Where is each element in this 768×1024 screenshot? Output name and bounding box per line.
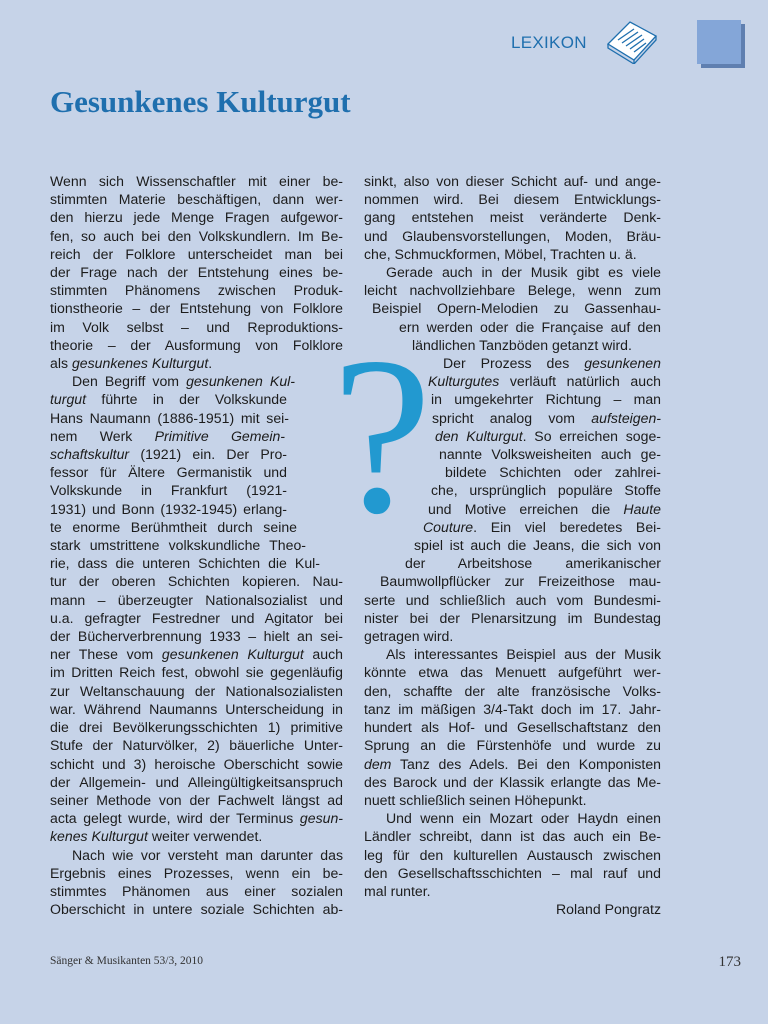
footer-publication: Sänger & Musikanten 53/3, 2010 bbox=[50, 955, 203, 967]
text-line: ländlichen Tanzböden getanzt wird. bbox=[412, 336, 632, 353]
text-line: nannte Volksweisheiten auch ge- bbox=[439, 446, 661, 463]
right-column bbox=[364, 172, 661, 918]
text-line: leicht nachvollziehbare Belege, wenn zum bbox=[364, 282, 661, 299]
text-line: 1931) und Bonn (1932-1945) erlang- bbox=[50, 500, 287, 517]
text-line: spricht analog vom aufsteigen- bbox=[432, 409, 661, 426]
text-line: nuett schließlich seinen Höhepunkt. bbox=[364, 791, 587, 808]
text-line: den Kulturgut. So erreichen soge- bbox=[435, 427, 661, 444]
corner-square bbox=[697, 20, 741, 64]
text-line: der Allgemein- und Alleingültigkeitsanspruch bbox=[50, 773, 343, 790]
text-line: ern werden oder die Française auf den bbox=[399, 318, 661, 335]
text-line: kenes Kulturgut weiter verwendet. bbox=[50, 828, 263, 845]
text-line: dem Tanz des Adels. Bei den Komponisten bbox=[364, 755, 661, 772]
text-line: der Frage nach der Entstehung eines be- bbox=[50, 264, 343, 281]
text-line: getragen wird. bbox=[364, 628, 454, 645]
text-line: den Gesellschaftsschichten – mal rauf und bbox=[364, 864, 661, 881]
text-line: Stufe der Naturvölker, 2) bäuerliche Unter- bbox=[50, 737, 343, 754]
text-line: spiel ist auch die Jeans, die sich von bbox=[414, 537, 661, 554]
text-line: seiner Methode von der Fachwelt längst ad bbox=[50, 791, 343, 808]
text-line: des Barock und der Klassik erlangte das Me- bbox=[364, 773, 661, 790]
text-line: nister bei der Plenarsitzung im Bundestag bbox=[364, 609, 661, 626]
text-line: gang entstehen meist veränderte Denk- bbox=[364, 209, 661, 226]
text-line: te enorme Berühmtheit durch seine bbox=[50, 518, 297, 535]
book-icon bbox=[604, 18, 660, 64]
text-line: mal runter. bbox=[364, 882, 431, 899]
text-line: stark umstrittene volkskundliche Theo- bbox=[50, 537, 306, 554]
text-line: fessor für Ältere Germanistik und bbox=[50, 464, 287, 481]
text-line: tanz im mäßigen 3/4-Takt doch im 17. Jahr- bbox=[364, 700, 661, 717]
author-name: Roland Pongratz bbox=[556, 901, 661, 918]
text-line: und Glaubensvorstellungen, Moden, Bräu- bbox=[364, 227, 661, 244]
text-line: Ländler schreibt, dann ist das auch ein Be- bbox=[364, 828, 661, 845]
text-line: che, Schmuckformen, Möbel, Trachten u. ä. bbox=[364, 245, 637, 262]
article-title: Gesunkenes Kulturgut bbox=[50, 84, 351, 119]
text-line: Als interessantes Beispiel aus der Musik bbox=[386, 646, 661, 663]
text-line: sinkt, also von dieser Schicht auf- und ange- bbox=[364, 173, 661, 189]
text-line: tur der oberen Schichten kopieren. Nau- bbox=[50, 573, 343, 590]
text-line: Couture. Ein viel beredetes Bei- bbox=[423, 518, 661, 535]
text-line: stimmten Phänomens zwischen Produk- bbox=[50, 282, 343, 299]
text-line: acta gelegt wurde, wird der Terminus gesun- bbox=[50, 810, 343, 827]
text-line: Hans Naumann (1886-1951) mit sei- bbox=[50, 409, 289, 426]
section-label: LEXIKON bbox=[511, 33, 587, 52]
text-line: rie, dass die unteren Schichten die Kul- bbox=[50, 555, 320, 572]
text-line: Den Begriff vom gesunkenen Kul- bbox=[72, 373, 295, 390]
text-line: stimmtes Phänomen aus einer sozialen bbox=[50, 882, 343, 899]
text-line: nommen wird. Bei diesem Entwicklungs- bbox=[364, 191, 661, 208]
text-line: Volkskunde in Frankfurt (1921- bbox=[50, 482, 287, 499]
text-line: Nach wie vor versteht man darunter das bbox=[72, 846, 343, 863]
text-line: u.a. gefragter Festredner und Agitator bei bbox=[50, 609, 343, 626]
text-line: den hierzu jede Menge Fragen aufgewor- bbox=[50, 209, 343, 226]
text-line: der Arbeitshose amerikanischer bbox=[405, 555, 661, 572]
text-line: im Volk selbst – und Reproduktions- bbox=[50, 318, 343, 335]
text-line: che, ursprünglich populäre Stoffe bbox=[431, 482, 661, 499]
text-line: Baumwollpflücker zur Freizeithose mau- bbox=[380, 573, 661, 590]
text-line: Gerade auch in der Musik gibt es viele bbox=[386, 264, 661, 281]
text-line: der Bücherverbrennung 1933 – hielt an sei- bbox=[50, 628, 343, 645]
text-line: hundert als Hof- und Gesellschaftstanz den bbox=[364, 719, 661, 736]
text-line: war. Während Naumanns Unterscheidung in bbox=[50, 700, 343, 717]
text-line: schaftskultur (1921) ein. Der Pro- bbox=[50, 446, 287, 463]
left-column bbox=[50, 172, 343, 918]
text-line: turgut führte in der Volkskunde bbox=[50, 391, 287, 408]
text-line: fen, so auch bei den Volkskundlern. Im Be- bbox=[50, 227, 343, 244]
text-line: Wenn sich Wissenschaftler mit einer be- bbox=[50, 173, 343, 189]
text-line: Und wenn ein Mozart oder Haydn einen bbox=[386, 810, 661, 827]
text-line: stimmten Materie beschäftigen, dann wer- bbox=[50, 191, 343, 208]
text-line: mann – überzeugter Nationalsozialist und bbox=[50, 591, 343, 608]
text-line: nem Werk Primitive Gemein- bbox=[50, 427, 285, 444]
text-line: Beispiel Opern-Melodien zu Gassenhau- bbox=[372, 300, 661, 317]
text-line: zur Weltanschauung der Nationalsozialisten bbox=[50, 682, 343, 699]
text-line: Ergebnis eines Prozesses, wenn ein be- bbox=[50, 864, 343, 881]
text-line: im Dritten Reich fest, obwohl sie gegenläufig bbox=[50, 664, 343, 681]
text-line: in umgekehrter Richtung – man bbox=[431, 391, 661, 408]
question-mark-graphic: ? bbox=[332, 310, 432, 560]
text-line: theorie – der Ausformung von Folklore bbox=[50, 336, 343, 353]
text-line: den, schaffte der alte französische Volks- bbox=[364, 682, 661, 699]
text-line: die drei Bevölkerungsschichten 1) primitive bbox=[50, 719, 343, 736]
text-line: Sprung an die Fürstenhöfe und wurde zu bbox=[364, 737, 661, 754]
text-line: Kulturgutes verläuft natürlich auch bbox=[428, 373, 661, 390]
text-line: schicht und 3) heroische Oberschicht sowie bbox=[50, 755, 343, 772]
text-line: ner These vom gesunkenen Kulturgut auch bbox=[50, 646, 343, 663]
text-line: leg für den kulturellen Austausch zwischen bbox=[364, 846, 661, 863]
text-line: bildete Schichten oder zahlrei- bbox=[445, 464, 661, 481]
text-line: könnte etwa das Menuett aufgeführt wer- bbox=[364, 664, 661, 681]
text-line: als gesunkenes Kulturgut. bbox=[50, 355, 213, 372]
page-number: 173 bbox=[718, 954, 741, 970]
text-line: Der Prozess des gesunkenen bbox=[443, 355, 661, 372]
text-line: serte und schließlich auch vom Bundesmi- bbox=[364, 591, 661, 608]
text-line: Oberschicht in untere soziale Schichten ab- bbox=[50, 901, 343, 918]
text-line: tionstheorie – der Entstehung von Folklore bbox=[50, 300, 343, 317]
text-line: reich der Folklore unterscheidet man bei bbox=[50, 245, 343, 262]
text-line: und Motive erreichen die Haute bbox=[428, 500, 661, 517]
